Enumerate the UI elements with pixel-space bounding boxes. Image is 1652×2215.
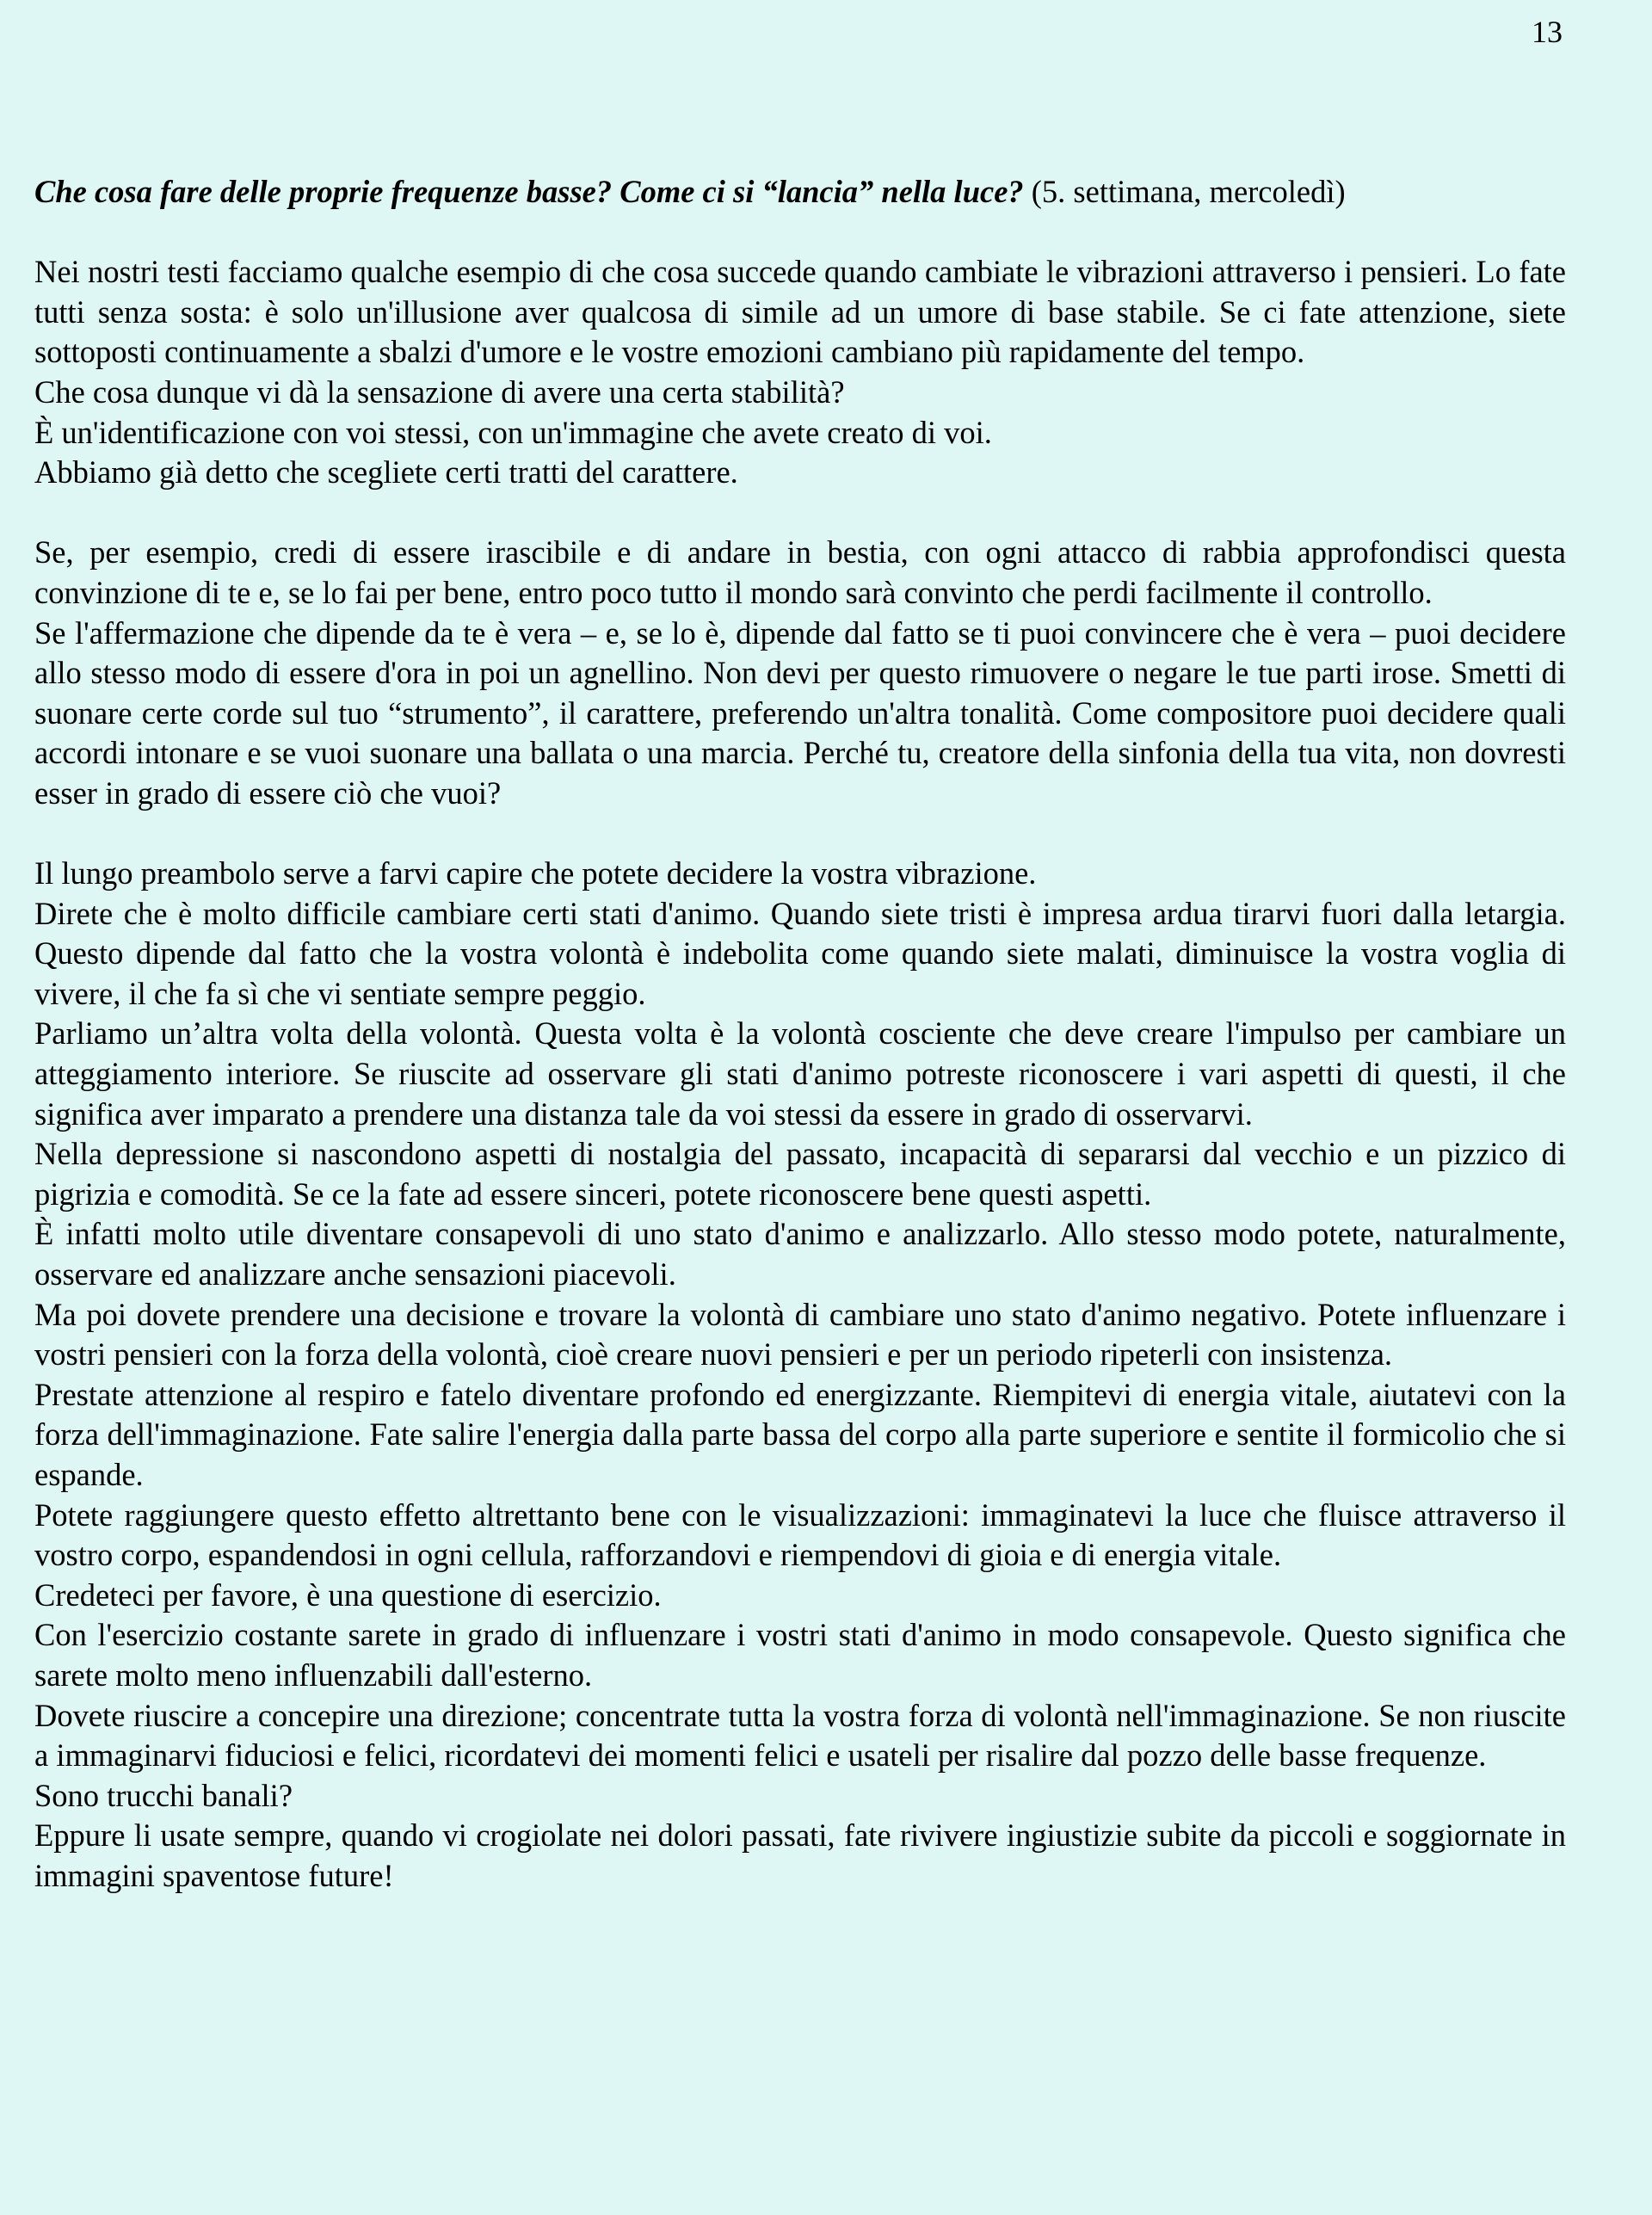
heading-note: (5. settimana, mercoledì): [1023, 174, 1346, 209]
paragraph-block-2: [34, 533, 1566, 813]
paragraph: Potete raggiungere questo effetto altrettanto bene con le visualizzazioni: immaginatevi la luce che fluisce attraverso il vostro corpo, espandendosi in ogni cellula, rafforzandovi e riempendovi di gioia e di energia vitale.: [34, 1496, 1566, 1573]
paragraph: Sono trucchi banali?: [34, 1777, 293, 1813]
paragraph: Nella depressione si nascondono aspetti di nostalgia del passato, incapacità di separarsi dal vecchio e un pizzico di pigrizia e comodità. Se ce la fate ad essere sinceri, potete riconoscere bene questi aspetti.: [34, 1136, 1566, 1212]
paragraph: Prestate attenzione al respiro e fatelo diventare profondo ed energizzante. Riempitevi di energia vitale, aiutatevi con la forza dell'immaginazione. Fate salire l'energia dalla parte bassa del corpo alla parte superiore e sentite il formicolio che si espande.: [34, 1376, 1566, 1492]
paragraph-block-3: [34, 854, 1566, 1896]
paragraph: È un'identificazione con voi stessi, con un'immagine che avete creato di voi.: [34, 414, 992, 450]
section-heading: [34, 172, 1566, 213]
paragraph-gap: [34, 493, 1566, 534]
paragraph: Dovete riuscire a concepire una direzione; concentrate tutta la vostra forza di volontà nell'immaginazione. Se non riuscite a immaginarvi fiduciosi e felici, ricordatevi dei momenti felici e usateli per risalire dal pozzo delle basse frequenze.: [34, 1697, 1566, 1774]
paragraph: Che cosa dunque vi dà la sensazione di avere una certa stabilità?: [34, 373, 845, 410]
paragraph-block-1: [34, 252, 1566, 493]
paragraph: Parliamo un’altra volta della volontà. Questa volta è la volontà cosciente che deve creare l'impulso per cambiare un atteggiamento interiore. Se riuscite ad osservare gli stati d'animo potreste riconoscere i vari aspetti di questi, il che significa aver imparato a prendere una distanza tale da voi stessi da essere in grado di osservarvi.: [34, 1015, 1566, 1132]
document-body: [34, 172, 1566, 1897]
heading-question: Che cosa fare delle proprie frequenze basse? Come ci si “lancia” nella luce?: [34, 174, 1024, 209]
paragraph: Il lungo preambolo serve a farvi capire che potete decidere la vostra vibrazione.: [34, 855, 1037, 892]
paragraph: Con l'esercizio costante sarete in grado di influenzare i vostri stati d'animo in modo consapevole. Questo significa che sarete molto meno influenzabili dall'esterno.: [34, 1617, 1566, 1693]
paragraph: Se, per esempio, credi di essere irascibile e di andare in bestia, con ogni attacco di rabbia approfondisci questa convinzione di te e, se lo fai per bene, entro poco tutto il mondo sarà convinto che perdi facilmente il controllo.: [34, 534, 1566, 610]
paragraph: Direte che è molto difficile cambiare certi stati d'animo. Quando siete tristi è impresa ardua tirarvi fuori dalla letargia. Questo dipende dal fatto che la vostra volontà è indebolita come quando siete malati, diminuisce la vostra voglia di vivere, il che fa sì che vi sentiate sempre peggio.: [34, 895, 1566, 1011]
paragraph-gap: [34, 213, 1566, 253]
paragraph: Nei nostri testi facciamo qualche esempio di che cosa succede quando cambiate le vibrazioni attraverso i pensieri. Lo fate tutti senza sosta: è solo un'illusione aver qualcosa di simile ad un umore di base stabile. Se ci fate attenzione, siete sottoposti continuamente a sbalzi d'umore e le vostre emozioni cambiano più rapidamente del tempo.: [34, 254, 1566, 370]
page-number: 13: [1532, 15, 1563, 49]
paragraph: Abbiamo già detto che scegliete certi tratti del carattere.: [34, 454, 738, 491]
paragraph: Eppure li usate sempre, quando vi crogiolate nei dolori passati, fate rivivere ingiustizie subite da piccoli e soggiornate in immagini spaventose future!: [34, 1817, 1566, 1893]
paragraph: È infatti molto utile diventare consapevoli di uno stato d'animo e analizzarlo. Allo stesso modo potete, naturalmente, osservare ed analizzare anche sensazioni piacevoli.: [34, 1216, 1566, 1293]
paragraph: Credeteci per favore, è una questione di esercizio.: [34, 1576, 662, 1613]
paragraph: Se l'affermazione che dipende da te è vera – e, se lo è, dipende dal fatto se ti puoi convincere che è vera – puoi decidere allo stesso modo di essere d'ora in poi un agnellino. Non devi per questo rimuovere o negare le tue parti irose. Smetti di suonare certe corde sul tuo “strumento”, il carattere, preferendo un'altra tonalità. Come compositore puoi decidere quali accordi intonare e se vuoi suonare una ballata o una marcia. Perché tu, creatore della sinfonia della tua vita, non dovresti esser in grado di essere ciò che vuoi?: [34, 614, 1566, 811]
paragraph: Ma poi dovete prendere una decisione e trovare la volontà di cambiare uno stato d'animo negativo. Potete influenzare i vostri pensieri con la forza della volontà, cioè creare nuovi pensieri e per un periodo ripeterli con insistenza.: [34, 1296, 1566, 1373]
paragraph-gap: [34, 814, 1566, 855]
